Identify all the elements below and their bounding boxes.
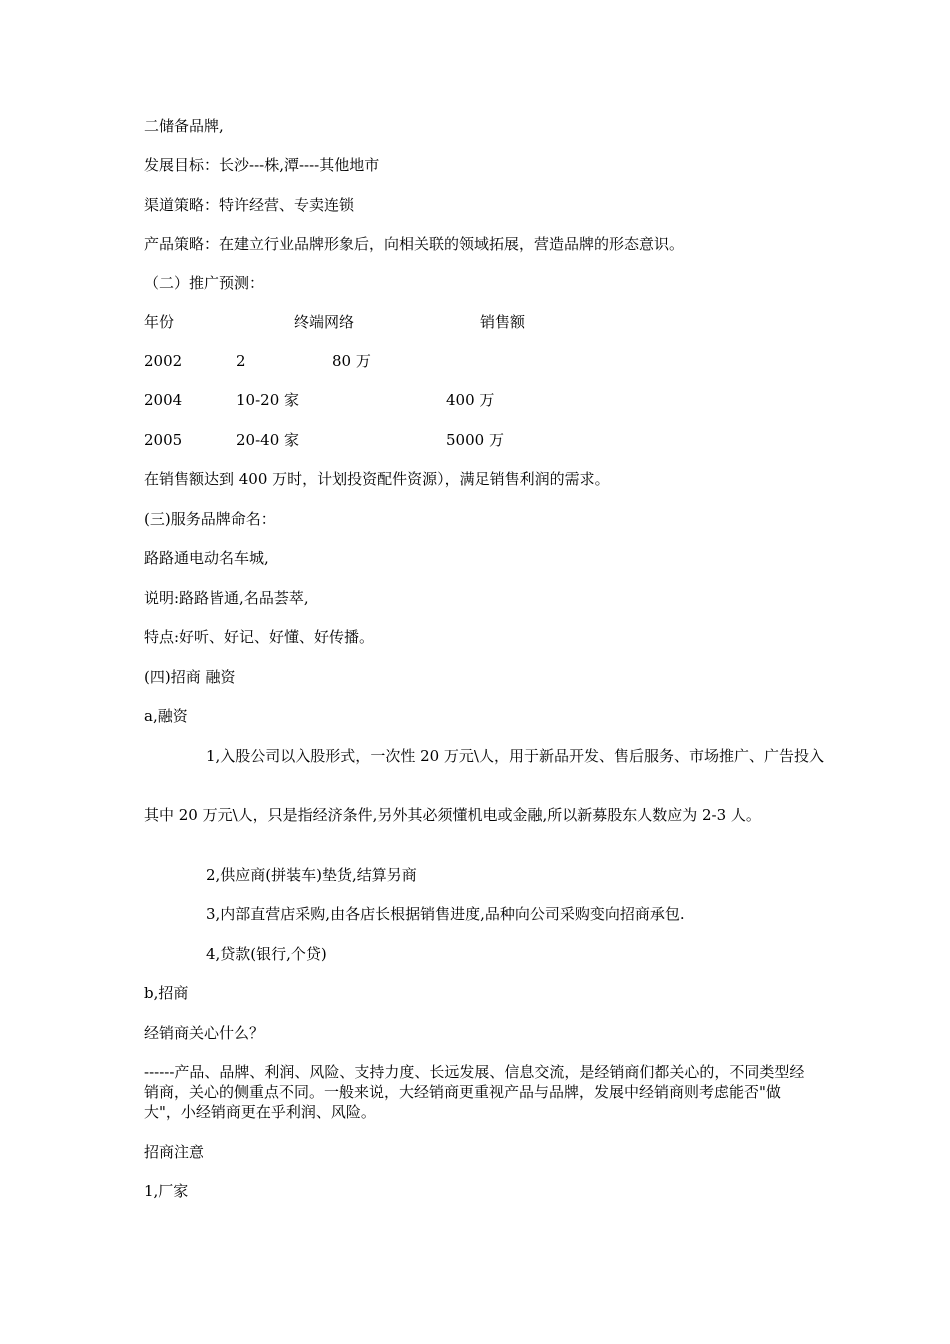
brand-name: 路路通电动名车城, — [144, 549, 269, 567]
dealer-concerns-question: 经销商关心什么？ — [144, 1024, 265, 1042]
recruitment-notes-heading: 招商注意 — [144, 1143, 205, 1161]
financing-item-3: 3,内部直营店采购,由各店长根据销售进度,品种向公司采购变向招商承包. — [206, 905, 685, 923]
financing-item-2: 2,供应商(拼装车)垫货,结算另商 — [206, 866, 417, 884]
section-title-reserve-brand: 二储备品牌, — [144, 117, 224, 135]
row-year: 2004 — [144, 391, 183, 409]
row-terminal-network: 10-20 家 — [236, 391, 300, 409]
recruitment-subheading: b,招商 — [144, 984, 189, 1002]
header-terminal-network: 终端网络 — [294, 313, 355, 331]
brand-explanation: 说明:路路皆通,名品荟萃, — [144, 589, 309, 607]
row-year: 2005 — [144, 431, 183, 449]
financing-item-1: 1,入股公司以入股形式，一次性 20 万元\人，用于新品开发、售后服务、市场推广、广告投入 — [206, 747, 824, 765]
dealer-concerns-answer: ------产品、品牌、利润、风险、支持力度、长远发展、信息交流，是经销商们都关心的，不同类型经销商，关心的侧重点不同。一般来说，大经销商更重视产品与品牌，发展中经销商则考虑能否"做大"，小经销商更在乎利润、风险。 — [144, 1063, 805, 1121]
recruitment-notes-item-1: 1,厂家 — [144, 1182, 189, 1200]
row-year: 2002 — [144, 352, 183, 370]
row-sales: 400 万 — [446, 391, 495, 409]
row-sales: 80 万 — [332, 352, 371, 370]
sales-target-note: 在销售额达到 400 万时，计划投资配件资源），满足销售利润的需求。 — [144, 470, 610, 488]
row-terminal-network: 20-40 家 — [236, 431, 300, 449]
channel-strategy: 渠道策略：特许经营、专卖连锁 — [144, 196, 355, 214]
development-goal: 发展目标：长沙---株,潭----其他地市 — [144, 156, 380, 174]
financing-item-1-note: 其中 20 万元\人，只是指经济条件,另外其必须懂机电或金融,所以新募股东人数应为 2-3 人。 — [144, 806, 761, 824]
investment-financing-heading: (四)招商 融资 — [144, 668, 236, 686]
row-terminal-network: 2 — [236, 352, 246, 370]
promotion-forecast-heading: （二）推广预测： — [144, 274, 265, 292]
brand-features: 特点:好听、好记、好懂、好传播。 — [144, 628, 375, 646]
header-year: 年份 — [144, 313, 175, 331]
service-brand-naming-heading: (三)服务品牌命名： — [144, 510, 276, 528]
row-sales: 5000 万 — [446, 431, 504, 449]
product-strategy: 产品策略：在建立行业品牌形象后，向相关联的领域拓展，营造品牌的形态意识。 — [144, 235, 685, 253]
financing-item-4: 4,贷款(银行,个贷) — [206, 945, 327, 963]
header-sales: 销售额 — [480, 313, 526, 331]
financing-subheading: a,融资 — [144, 707, 188, 725]
